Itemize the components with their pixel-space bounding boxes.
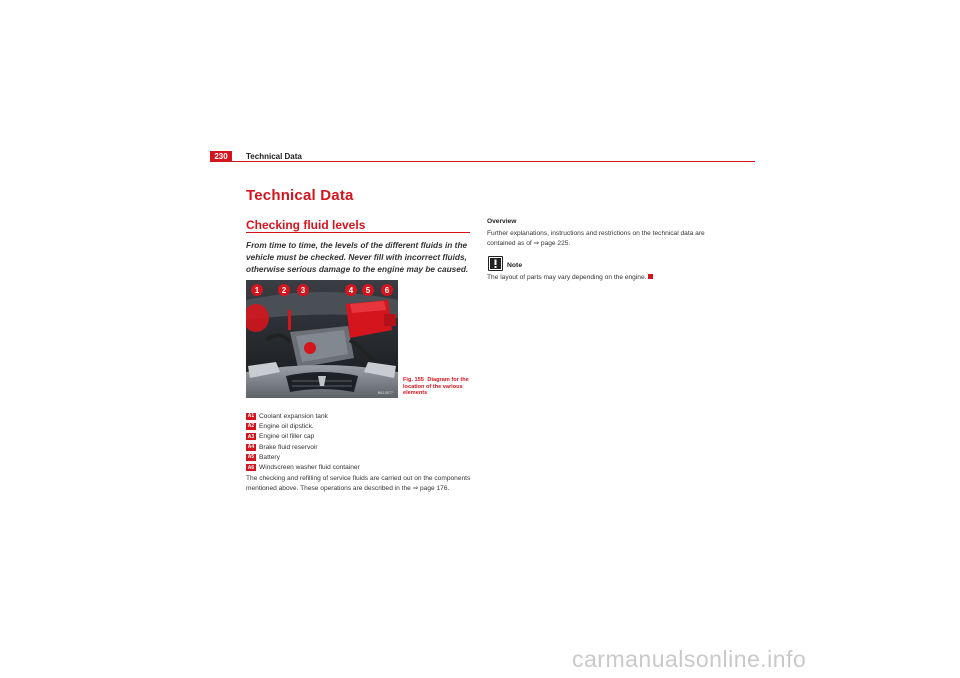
legend-badge: A5: [247, 454, 255, 461]
overview-paragraph: Further explanations, instructions and restrictions on the technical data are contained as of ⇒ page 225.: [487, 230, 705, 247]
legend-item: [246, 411, 476, 421]
watermark: carmanualsonline.info: [572, 646, 807, 672]
marker-2: 2: [281, 286, 287, 295]
legend-badge: A6: [247, 464, 255, 471]
marker-5: 5: [365, 286, 371, 295]
note-text: The layout of parts may vary depending on the engine.: [487, 274, 647, 281]
figure-caption-text: Diagram for the location of the various elements: [403, 377, 469, 397]
oil-filler-highlight: [304, 342, 316, 354]
legend-item: [246, 432, 476, 442]
engine-bay-figure: [246, 280, 398, 398]
legend-badge: A4: [247, 444, 255, 451]
legend-label: Engine oil filler cap: [259, 433, 315, 441]
legend-label: Brake fluid reservoir: [259, 443, 318, 451]
section-title: Checking fluid levels: [246, 218, 366, 232]
running-title: Technical Data: [246, 152, 302, 161]
marker-4: 4: [348, 286, 354, 295]
dipstick-highlight: [288, 310, 291, 330]
legend-item: [246, 462, 476, 472]
legend-label: Coolant expansion tank: [259, 412, 328, 420]
legend-badge: A2: [247, 423, 255, 430]
note-icon: [488, 256, 503, 271]
body-paragraph: The checking and refilling of service fluids are carried out on the components mentioned above. These operations are described in the ⇒ page 176.: [246, 475, 471, 492]
legend-badge: A3: [247, 433, 255, 440]
figure-number: Fig. 155: [403, 377, 424, 383]
legend-item: [246, 421, 476, 431]
legend-item: [246, 452, 476, 462]
component-legend: [246, 411, 476, 473]
legend-label: Battery: [259, 453, 280, 461]
chapter-title: Technical Data: [246, 187, 354, 204]
marker-3: 3: [300, 286, 306, 295]
note-paragraph: [487, 273, 727, 282]
legend-badge: A1: [247, 413, 255, 420]
legend-label: Windscreen washer fluid container: [259, 464, 360, 472]
section-end-icon: [648, 274, 653, 279]
header-rule: [210, 161, 755, 162]
overview-heading: Overview: [487, 218, 517, 225]
page-number: 230: [210, 151, 232, 162]
legend-label: Engine oil dipstick.: [259, 422, 314, 430]
figure-caption: [403, 377, 471, 397]
marker-1: 1: [254, 286, 260, 295]
engine-bay-illustration: [246, 280, 398, 398]
legend-item: [246, 442, 476, 452]
figure-code: B6J-0077: [378, 391, 393, 395]
section-intro: From time to time, the levels of the different fluids in the vehicle must be checked. Never fill with incorrect fluids, otherwise serious damage to the engine may be caused.: [246, 240, 469, 274]
washer-highlight: [384, 314, 396, 326]
section-rule: [246, 232, 470, 233]
marker-6: 6: [384, 286, 390, 295]
note-label: Note: [507, 262, 523, 269]
